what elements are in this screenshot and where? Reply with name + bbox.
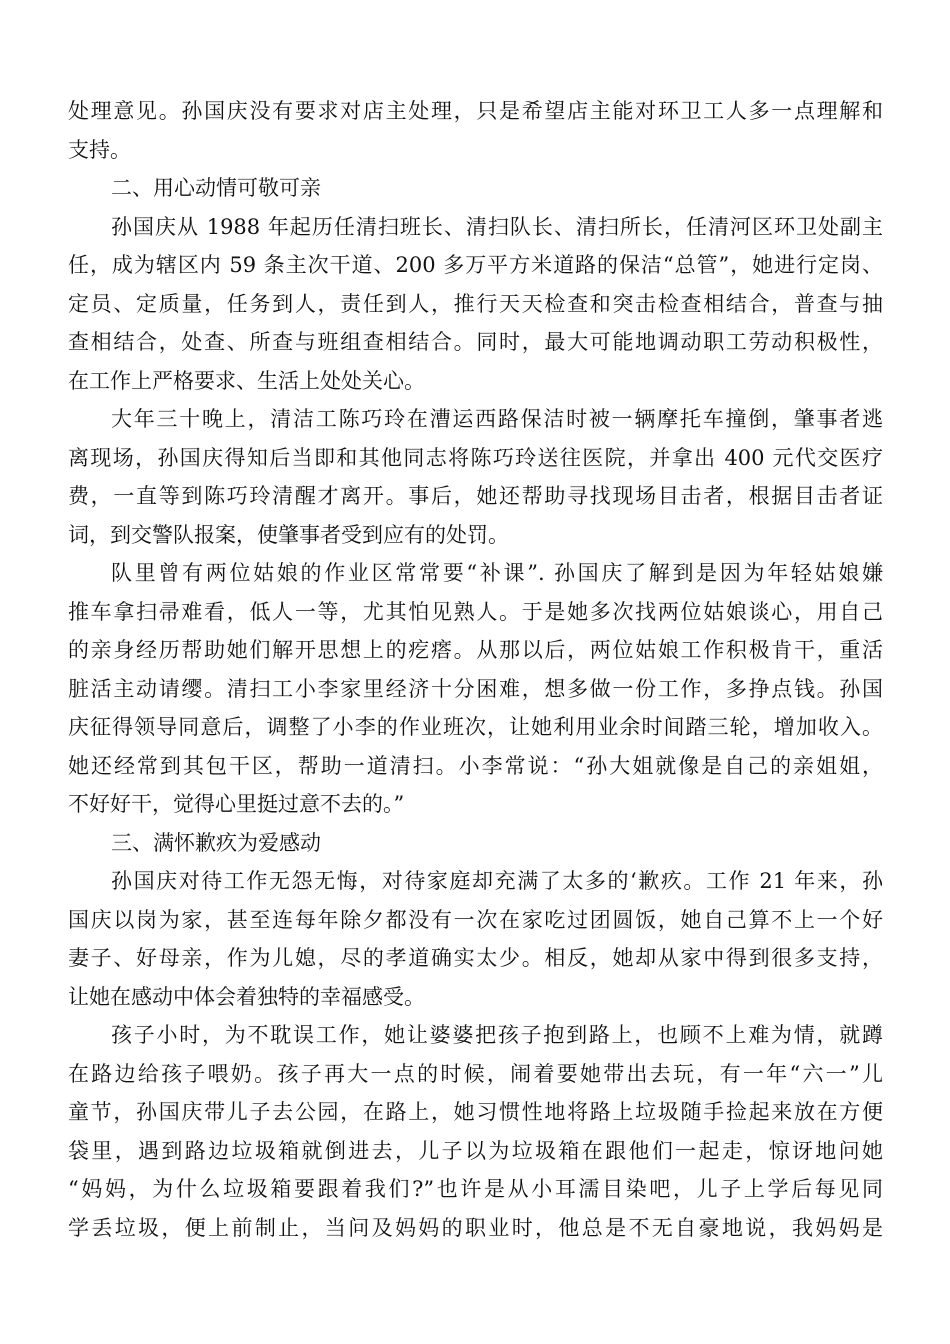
- text-line: 庆征得领导同意后，调整了小李的作业班次，让她利用业余时间踏三轮，增加收入。: [68, 715, 883, 739]
- section-heading: [68, 169, 883, 208]
- text-line: 童节，孙国庆带儿子去公园，在路上，她习惯性地将路上垃圾随手捡起来放在方便: [68, 1100, 883, 1124]
- text-line: 让她在感动中体会着独特的幸福感受。: [68, 984, 425, 1009]
- text-line: “妈妈，为什么垃圾箱要跟着我们?”也许是从小耳濡目染吧，儿子上学后每见同: [68, 1177, 883, 1201]
- text-line: 她还经常到其包干区，帮助一道清扫。小李常说：“孙大姐就像是自己的亲姐姐，: [68, 753, 883, 778]
- section-heading: [68, 824, 883, 863]
- text-line: 离现场，孙国庆得知后当即和其他同志将陈巧玲送往医院，并拿出 400 元代交医疗: [68, 445, 883, 470]
- text-line: 的亲身经历帮助她们解开思想上的疙瘩。从那以后，两位姑娘工作积极肯干，重活: [68, 638, 883, 662]
- text-line: 处理意见。孙国庆没有要求对店主处理，只是希望店主能对环卫工人多一点理解和: [68, 99, 883, 123]
- text-line: 支持。: [68, 137, 131, 162]
- text-line: 任，成为辖区内 59 条主次干道、200 多万平方米道路的保洁“总管”，她进行定岗、: [68, 253, 883, 277]
- paragraph: [68, 208, 883, 401]
- text-line: 孩子小时，为不耽误工作，她让婆婆把孩子抱到路上，也顾不上难为情，就蹲: [111, 1023, 883, 1047]
- text-line: 词，到交警队报案，使肇事者受到应有的处罚。: [68, 522, 509, 547]
- section-heading-text: 三、满怀歉疚为爱感动: [111, 830, 321, 855]
- text-line: 大年三十晚上，清洁工陈巧玲在漕运西路保洁时被一辆摩托车撞倒，肇事者逃: [111, 407, 883, 431]
- text-line: 推车拿扫帚难看，低人一等，尤其怕见熟人。于是她多次找两位姑娘谈心，用自己: [68, 599, 883, 624]
- section-heading-text: 二、用心动情可敬可亲: [111, 176, 321, 200]
- text-line: 不好好干，觉得心里挺过意不去的。”: [68, 792, 405, 816]
- text-line: 国庆以岗为家，甚至连每年除夕都没有一次在家吃过团圆饭，她自己算不上一个好: [68, 907, 883, 932]
- document-page: [68, 92, 883, 1247]
- text-line: 队里曾有两位姑娘的作业区常常要“补课”. 孙国庆了解到是因为年轻姑娘嫌: [111, 561, 883, 585]
- paragraph: [68, 862, 883, 1016]
- text-line: 在路边给孩子喂奶。孩子再大一点的时候，闹着要她带出去玩，有一年“六一”儿: [68, 1061, 883, 1086]
- text-line: 孙国庆从 1988 年起历任清扫班长、清扫队长、清扫所长，任清河区环卫处副主: [111, 214, 883, 239]
- text-line: 妻子、好母亲，作为儿媳，尽的孝道确实太少。相反，她却从家中得到很多支持，: [68, 946, 883, 970]
- paragraph: [68, 1016, 883, 1247]
- text-line: 学丢垃圾，便上前制止，当问及妈妈的职业时，他总是不无自豪地说，我妈妈是: [68, 1215, 883, 1240]
- text-line: 定员、定质量，任务到人，责任到人，推行天天检查和突击检查相结合，普查与抽: [68, 291, 883, 316]
- text-line: 袋里，遇到路边垃圾箱就倒进去，儿子以为垃圾箱在跟他们一起走，惊讶地问她: [68, 1138, 883, 1163]
- paragraph: [68, 554, 883, 824]
- paragraph: [68, 400, 883, 554]
- text-line: 在工作上严格要求、生活上处处关心。: [68, 368, 425, 393]
- text-line: 脏活主动请缨。清扫工小李家里经济十分困难，想多做一份工作，多挣点钱。孙国: [68, 676, 883, 701]
- text-line: 查相结合，处查、所查与班组查相结合。同时，最大可能地调动职工劳动积极性，: [68, 330, 883, 354]
- text-line: 孙国庆对待工作无怨无悔，对待家庭却充满了太多的‘歉疚。工作 21 年来，孙: [111, 869, 883, 893]
- text-line: 费，一直等到陈巧玲清醒才离开。事后，她还帮助寻找现场目击者，根据目击者证: [68, 484, 883, 508]
- paragraph: [68, 92, 883, 169]
